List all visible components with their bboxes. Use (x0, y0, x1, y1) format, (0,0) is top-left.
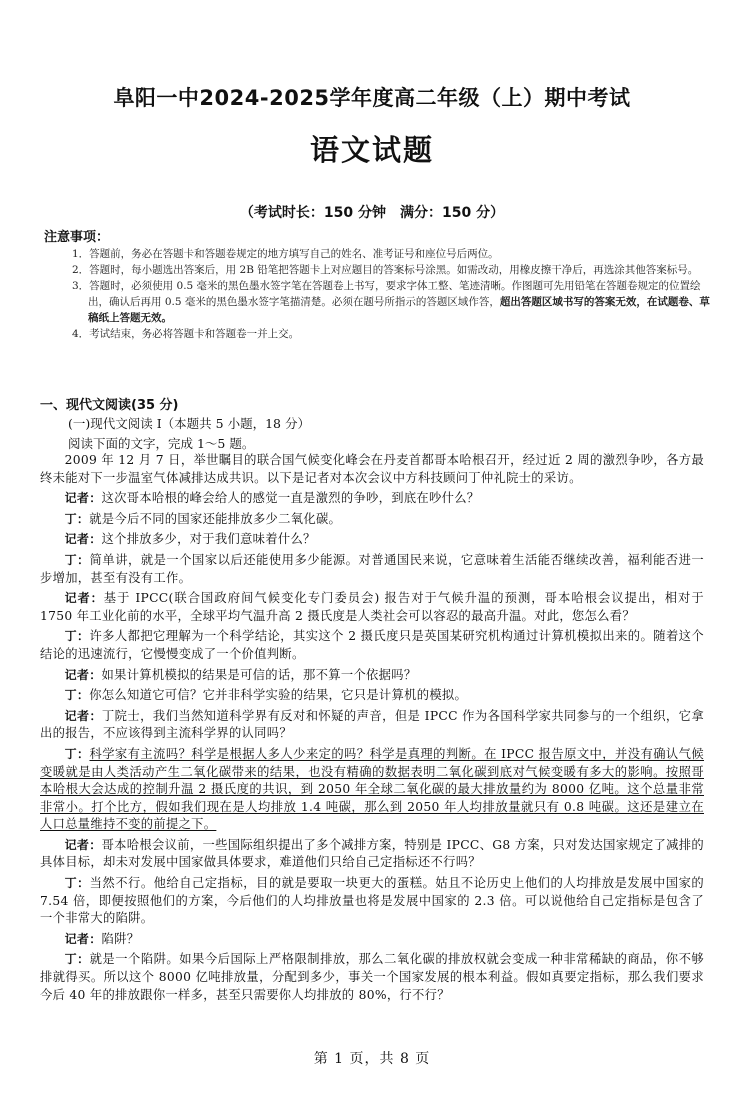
interview-paragraph (40, 590, 704, 625)
interview-paragraph (40, 687, 704, 705)
interview-paragraph (40, 951, 704, 1004)
interview-paragraph (40, 490, 704, 508)
interview-paragraph (40, 837, 704, 872)
interview-paragraph (40, 931, 704, 949)
speaker-label: 记者： (64, 708, 102, 723)
paragraph-text: 如果计算机模拟的结果是可信的话，那不算一个依据吗？ (101, 667, 417, 682)
interview-text (40, 452, 704, 1007)
notice-heading: 注意事项： (44, 230, 110, 245)
paragraph-text: 陷阱？ (101, 931, 140, 946)
interview-paragraph (40, 511, 704, 529)
intro-paragraph (40, 452, 704, 487)
speaker-label: 记者： (64, 931, 102, 946)
interview-paragraph (40, 552, 704, 587)
paragraph-text: 你怎么知道它可信？它并非科学实验的结果，它只是计算机的模拟。 (89, 688, 468, 703)
speaker-label: 记者： (64, 532, 102, 547)
speaker-label: 丁： (64, 952, 90, 967)
speaker-label: 记者： (64, 491, 102, 506)
speaker-label: 丁： (64, 629, 90, 644)
speaker-label: 丁： (64, 688, 90, 703)
notice-item: 2．答题时，每小题选出答案后，用 2B 铅笔把答题卡上对应题目的答案标号涂黑。如需改动，用橡皮擦干净后，再选涂其他答案标号。 (72, 264, 699, 276)
section-heading: 一、现代文阅读(35 分) (40, 398, 179, 413)
exam-duration-info: （考试时长：150 分钟 满分：150 分） (239, 205, 505, 221)
interview-paragraph (40, 708, 704, 743)
paragraph-text: 2009 年 12 月 7 日，举世瞩目的联合国气候变化峰会在丹麦首都哥本哈根召开，经过近 2 周的激烈争吵，各方最终未能对下一步温室气体减排达成共识。以下是记者对本次会议中方科技顾问丁仲礼院士的采访。 (40, 453, 704, 485)
paragraph-text: 丁院士，我们当然知道科学界有反对和怀疑的声音，但是 IPCC 作为各国科学家共同参与的一个组织，它拿出的报告，不应该得到主流科学界的认同吗？ (40, 708, 704, 741)
interview-paragraph (40, 531, 704, 549)
notice-list (72, 246, 712, 342)
speaker-label: 丁： (64, 746, 90, 761)
paragraph-text: 就是一个陷阱。如果今后国际上严格限制排放，那么二氧化碳的排放权就会变成一种非常稀缺的商品，你不够排就得买。所以这个 8000 亿吨排放量，分配到多少，事关一个国家发展的根本利益。假如真要定指标，那么我们要求今后 40 年的排放跟你一样多，甚至只需要你人均排放的 80%，行不行？ (40, 952, 704, 1002)
interview-paragraph (40, 667, 704, 685)
paragraph-text: 当然不行。他给自己定指标，目的就是要取一块更大的蛋糕。姑且不论历史上他们的人均排放是发展中国家的 7.54 倍，即便按照他们的方案，今后他们的人均排放量也将是发展中国家的 2.3 倍。可以说他给自己定指标是包含了一个非常大的陷阱。 (40, 876, 704, 926)
speaker-label: 记者： (64, 837, 102, 852)
speaker-label: 丁： (64, 876, 90, 891)
notice-item-bold-text: 超出答题区域书写的答案无效，在试题卷、草稿纸上答题无效。 (88, 296, 710, 324)
reading-subheading: (一)现代文阅读 I（本题共 5 小题，18 分） (68, 416, 310, 431)
notice-item-text: 3．答题时，必须使用 0.5 毫米的黑色墨水签字笔在答题卷上书写，要求字体工整、笔迹清晰。作图题可先用铅笔在答题卷规定的位置绘出，确认后再用 0.5 毫米的黑色墨水签字笔描清楚。必须在题号所指示的答题区域作答， (72, 280, 701, 308)
paragraph-text: 简单讲，就是一个国家以后还能使用多少能源。对普通国民来说，它意味着生活能否继续改善，福利能否进一步增加，甚至有没有工作。 (40, 552, 704, 585)
paragraph-text: 哥本哈根会议前，一些国际组织提出了多个减排方案，特别是 IPCC、G8 方案，只对发达国家规定了减排的具体目标，却未对发展中国家做具体要求，难道他们只给自己定指标还不行吗？ (40, 837, 704, 870)
paragraph-text: 就是今后不同的国家还能排放多少二氧化碳。 (89, 511, 342, 526)
notice-item (72, 278, 712, 326)
exam-title: 阜阳一中2024-2025学年度高二年级（上）期中考试 (113, 86, 631, 110)
underlined-paragraph (40, 746, 704, 834)
speaker-label: 丁： (64, 511, 90, 526)
speaker-label: 记者： (64, 667, 102, 682)
subject-title: 语文试题 (309, 133, 434, 167)
underlined-text: 科学家有主流吗？科学是根据人多人少来定的吗？科学是真理的判断。在 IPCC 报告原文中，并没有确认气候变暖就是由人类活动产生二氧化碳带来的结果，也没有精确的数据表明二氧化碳到底对气候变暖有多大的影响。按照哥本哈根大会达成的控制升温 2 摄氏度的共识，到 2050 年全球二氧化碳的最大排放量约为 8000 亿吨。这个总量非常非常小。打个比方，假如我们现在是人均排放 1.4 吨碳，那么到 2050 年人均排放量就只有 0.8 吨碳。这还是建立在人口总量维持不变的前提之下。 (40, 746, 704, 832)
reading-instruction: 阅读下面的文字，完成 1～5 题。 (68, 436, 255, 451)
paragraph-text: 许多人都把它理解为一个科学结论，其实这个 2 摄氏度只是英国某研究机构通过计算机模拟出来的。随着这个结论的迅速流行，它慢慢变成了一个价值判断。 (40, 629, 704, 661)
notice-item: 4．考试结束，务必将答题卡和答题卷一并上交。 (72, 328, 300, 340)
speaker-label: 丁： (64, 552, 90, 567)
interview-paragraph (40, 628, 704, 663)
paragraph-text: 这次哥本哈根的峰会给人的感觉一直是激烈的争吵，到底在吵什么？ (101, 491, 480, 506)
interview-paragraph (40, 875, 704, 928)
paragraph-text: 基于 IPCC(联合国政府间气候变化专门委员会) 报告对于气候升温的预测，哥本哈根会议提出，相对于 1750 年工业化前的水平，全球平均气温升高 2 摄氏度是人类社会可以容忍的最高升温。对此，您怎么看？ (40, 591, 704, 623)
page-number: 第 1 页，共 8 页 (313, 1051, 431, 1067)
notice-item: 1．答题前，务必在答题卡和答题卷规定的地方填写自己的姓名、准考证号和座位号后两位。 (72, 248, 499, 260)
speaker-label: 记者： (64, 591, 104, 606)
paragraph-text: 这个排放多少，对于我们意味着什么？ (101, 532, 316, 547)
